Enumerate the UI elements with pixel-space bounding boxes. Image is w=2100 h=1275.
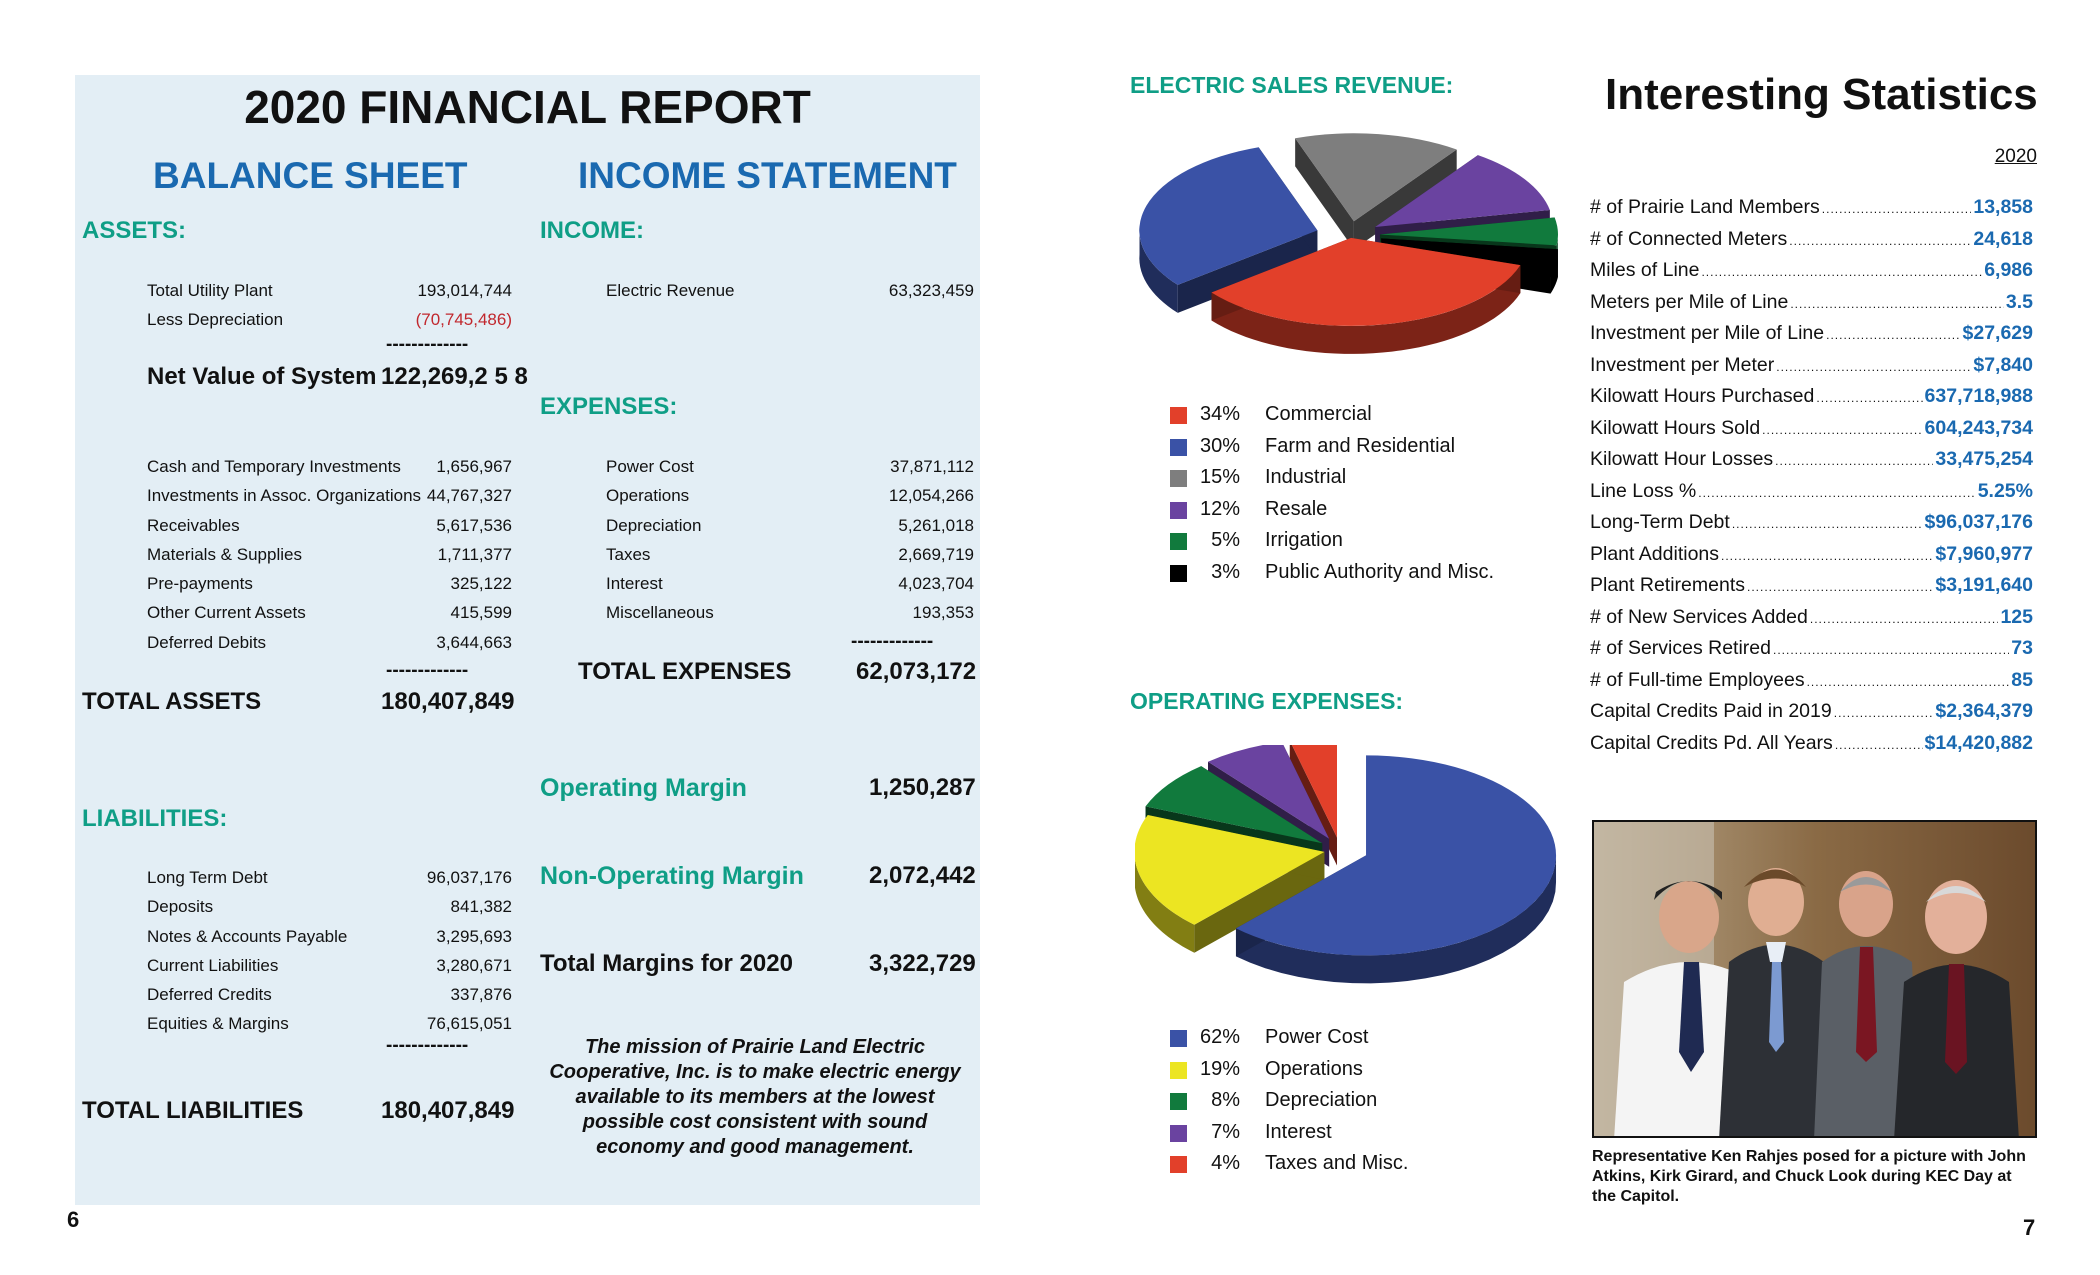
mission-statement: The mission of Prairie Land Electric Cooperative, Inc. is to make electric energy available to its members at the lowest possible cost consistent with sound economy and good management.: [549, 1036, 961, 1158]
leader-dots: [1810, 606, 1999, 629]
stats-value: 604,243,734: [1924, 416, 2033, 439]
stats-value: $3,191,640: [1935, 574, 2033, 596]
stats-row: [1590, 228, 2033, 260]
leader-dots: [1698, 480, 1975, 503]
legend-swatch: [1170, 407, 1187, 424]
stats-value: 125: [2000, 605, 2033, 628]
stats-label: # of Connected Meters: [1590, 227, 1788, 250]
table-row: Notes & Accounts Payable 3,295,693: [147, 926, 512, 946]
table-row: Long Term Debt 96,037,176: [147, 868, 512, 887]
legend-label: Depreciation: [1265, 1089, 1378, 1111]
photo-caption: Representative Ken Rahjes posed for a picture with John Atkins, Kirk Girard, and Chuck Look during KEC Day at the Capitol.: [1592, 1148, 2026, 1205]
operating-expenses-pie-chart: [1135, 745, 1575, 1015]
legend-percent: 12%: [1199, 497, 1240, 520]
leader-dots: [1776, 354, 1971, 377]
leader-dots: [1775, 448, 1933, 471]
stats-row: [1590, 543, 2033, 575]
stats-title: Interesting Statistics: [1605, 70, 2038, 119]
report-title: 2020 FINANCIAL REPORT: [244, 81, 811, 133]
legend-swatch: [1170, 470, 1187, 487]
leader-dots: [1834, 700, 1934, 723]
stats-label: Kilowatt Hour Losses: [1590, 448, 1774, 470]
stats-value: 33,475,254: [1935, 448, 2033, 470]
legend-percent: 62%: [1199, 1026, 1240, 1048]
stats-label: Capital Credits Paid in 2019: [1590, 700, 1832, 722]
stats-label: Investment per Meter: [1590, 353, 1775, 376]
stats-row: [1590, 669, 2033, 701]
balance-sheet-title: BALANCE SHEET: [153, 155, 468, 196]
stats-label: Line Loss %: [1590, 479, 1697, 502]
stats-value: $14,420,882: [1924, 731, 2033, 754]
operating-margin-label: Operating Margin: [540, 774, 747, 802]
table-row: Electric Revenue 63,323,459: [606, 281, 974, 300]
expenses-table: [606, 457, 974, 633]
legend-percent: 19%: [1199, 1057, 1240, 1080]
stats-row: [1590, 417, 2033, 449]
table-row: Current Liabilities 3,280,671: [147, 955, 512, 975]
net-value-amount: 122,269,2 5 8: [381, 363, 528, 390]
stats-value: 3.5: [2005, 290, 2033, 313]
table-row: Materials & Supplies 1,711,377: [147, 544, 512, 564]
leader-dots: [1773, 637, 2009, 660]
sales-revenue-chart-title: ELECTRIC SALES REVENUE:: [1130, 72, 1454, 98]
stats-label: Long-Term Debt: [1590, 511, 1730, 533]
total-assets-value: 180,407,849: [381, 688, 515, 715]
stats-row: [1590, 322, 2033, 354]
stats-row: [1590, 606, 2033, 638]
legend-swatch: [1170, 502, 1187, 519]
plant-table: [147, 281, 512, 340]
stats-row: [1590, 700, 2033, 732]
stats-value: 637,718,988: [1924, 385, 2033, 407]
legend-label: Interest: [1265, 1120, 1332, 1143]
legend-swatch: [1170, 1030, 1187, 1047]
table-row: Taxes 2,669,719: [606, 544, 974, 564]
legend-label: Farm and Residential: [1265, 434, 1456, 457]
legend-percent: 4%: [1211, 1152, 1240, 1174]
page-number-right: 7: [2023, 1215, 2036, 1240]
stats-value: 24,618: [1973, 227, 2033, 250]
table-row: Investments in Assoc. Organizations 44,767,327: [147, 486, 512, 506]
legend-swatch: [1170, 1062, 1187, 1079]
legend-label: Operations: [1265, 1057, 1363, 1080]
table-row: Equities & Margins 76,615,051: [147, 1014, 512, 1034]
stats-row: [1590, 291, 2033, 323]
table-row: Other Current Assets 415,599: [147, 603, 512, 623]
stats-label: Investment per Mile of Line: [1590, 322, 1825, 344]
assets-table: [147, 457, 512, 662]
table-row: Miscellaneous 193,353: [606, 603, 974, 623]
net-value-label: Net Value of System: [147, 363, 377, 390]
sales-revenue-pie-chart: [1135, 130, 1575, 390]
stats-row: [1590, 259, 2033, 291]
legend-label: Industrial: [1265, 466, 1347, 488]
stats-value: $96,037,176: [1924, 511, 2033, 533]
table-row: Total Utility Plant 193,014,744: [147, 281, 512, 300]
legend-swatch: [1170, 1093, 1187, 1110]
table-row: Pre-payments 325,122: [147, 574, 512, 594]
stats-label: Plant Retirements: [1590, 574, 1745, 596]
page-number-left: 6: [67, 1207, 80, 1232]
stats-label: # of New Services Added: [1590, 605, 1808, 628]
legend-label: Power Cost: [1265, 1026, 1369, 1048]
legend-percent: 7%: [1211, 1120, 1240, 1143]
expenses-heading: EXPENSES:: [540, 393, 678, 420]
legend-label: Commercial: [1265, 403, 1372, 425]
table-row: Receivables 5,617,536: [147, 515, 512, 535]
leader-dots: [1701, 259, 1982, 282]
leader-dots: [1790, 291, 2004, 314]
table-row: Less Depreciation (70,745,486): [147, 310, 512, 330]
assets-heading: ASSETS:: [82, 217, 187, 244]
leader-dots: [1835, 732, 1923, 755]
stats-value: 13,858: [1973, 196, 2033, 218]
legend-swatch: [1170, 439, 1187, 456]
photo-illustration: [1594, 822, 2037, 1138]
leader-dots: [1732, 511, 1923, 534]
non-operating-margin-label: Non-Operating Margin: [540, 862, 804, 890]
stats-row: [1590, 385, 2033, 417]
divider-dashes: -------------: [386, 1035, 469, 1056]
stats-value: $7,840: [1973, 353, 2033, 376]
legend-swatch: [1170, 1156, 1187, 1173]
table-row: Power Cost 37,871,112: [606, 457, 974, 476]
stats-row: [1590, 354, 2033, 386]
total-assets-label: TOTAL ASSETS: [82, 688, 262, 715]
leader-dots: [1826, 322, 1960, 345]
stats-row: [1590, 196, 2033, 228]
divider-dashes: -------------: [851, 631, 934, 652]
legend-swatch: [1170, 1125, 1187, 1142]
stats-value: 73: [2011, 637, 2033, 659]
legend-percent: 3%: [1211, 560, 1240, 583]
table-row: Deposits 841,382: [147, 897, 512, 917]
legend-percent: 8%: [1211, 1089, 1240, 1111]
stats-row: [1590, 732, 2033, 764]
leader-dots: [1807, 669, 2010, 692]
liabilities-heading: LIABILITIES:: [82, 805, 228, 832]
income-heading: INCOME:: [540, 217, 644, 244]
stats-label: Capital Credits Pd. All Years: [1590, 731, 1833, 754]
operating-expenses-chart-title: OPERATING EXPENSES:: [1130, 688, 1404, 714]
income-statement-title: INCOME STATEMENT: [578, 155, 957, 196]
table-row: Deferred Debits 3,644,663: [147, 632, 512, 652]
table-row: Deferred Credits 337,876: [147, 985, 512, 1005]
capitol-photo: [1592, 820, 2037, 1138]
stats-year: 2020: [1994, 146, 2037, 167]
leader-dots: [1747, 574, 1933, 597]
total-margins-label: Total Margins for 2020: [540, 950, 793, 977]
divider-dashes: -------------: [386, 334, 469, 355]
stats-label: Kilowatt Hours Sold: [1590, 416, 1761, 439]
legend-percent: 5%: [1211, 529, 1240, 551]
divider-dashes: -------------: [386, 660, 469, 681]
total-expenses-label: TOTAL EXPENSES: [578, 658, 792, 685]
stats-label: # of Full-time Employees: [1590, 668, 1805, 691]
table-row: Depreciation 5,261,018: [606, 515, 974, 535]
stats-row: [1590, 574, 2033, 606]
stats-label: Meters per Mile of Line: [1590, 290, 1789, 313]
leader-dots: [1822, 196, 1972, 219]
table-row: Operations 12,054,266: [606, 486, 974, 506]
liabilities-table: [147, 868, 512, 1044]
legend-percent: 15%: [1199, 466, 1240, 488]
stats-row: [1590, 480, 2033, 512]
non-operating-margin-value: 2,072,442: [869, 862, 976, 889]
stats-row: [1590, 637, 2033, 669]
legend-label: Public Authority and Misc.: [1265, 560, 1494, 583]
legend-percent: 30%: [1199, 434, 1240, 457]
leader-dots: [1762, 417, 1922, 440]
leader-dots: [1816, 385, 1922, 408]
leader-dots: [1789, 228, 1971, 251]
total-expenses-value: 62,073,172: [856, 658, 977, 685]
stats-row: [1590, 511, 2033, 543]
legend-swatch: [1170, 533, 1187, 550]
stats-label: # of Services Retired: [1590, 637, 1771, 659]
legend-label: Resale: [1265, 497, 1328, 520]
stats-list: [1590, 196, 2033, 763]
stats-value: 5.25%: [1977, 479, 2033, 502]
stats-value: 6,986: [1984, 259, 2033, 281]
stats-label: Plant Additions: [1590, 542, 1720, 565]
legend-swatch: [1170, 565, 1187, 582]
stats-label: # of Prairie Land Members: [1590, 196, 1820, 218]
total-liabilities-label: TOTAL LIABILITIES: [82, 1097, 304, 1124]
operating-margin-value: 1,250,287: [869, 774, 976, 801]
legend-percent: 34%: [1199, 403, 1240, 425]
stats-row: [1590, 448, 2033, 480]
income-table: [606, 281, 974, 310]
total-liabilities-value: 180,407,849: [381, 1097, 515, 1124]
table-row: Interest 4,023,704: [606, 574, 974, 594]
total-margins-value: 3,322,729: [869, 950, 976, 977]
stats-value: $27,629: [1962, 322, 2033, 344]
stats-label: Kilowatt Hours Purchased: [1590, 385, 1815, 407]
stats-label: Miles of Line: [1590, 259, 1700, 281]
legend-label: Taxes and Misc.: [1265, 1152, 1409, 1174]
stats-value: $2,364,379: [1935, 700, 2033, 722]
leader-dots: [1721, 543, 1933, 566]
stats-value: 85: [2011, 668, 2033, 691]
table-row: Cash and Temporary Investments 1,656,967: [147, 457, 512, 476]
legend-label: Irrigation: [1265, 529, 1343, 551]
stats-value: $7,960,977: [1935, 542, 2033, 565]
